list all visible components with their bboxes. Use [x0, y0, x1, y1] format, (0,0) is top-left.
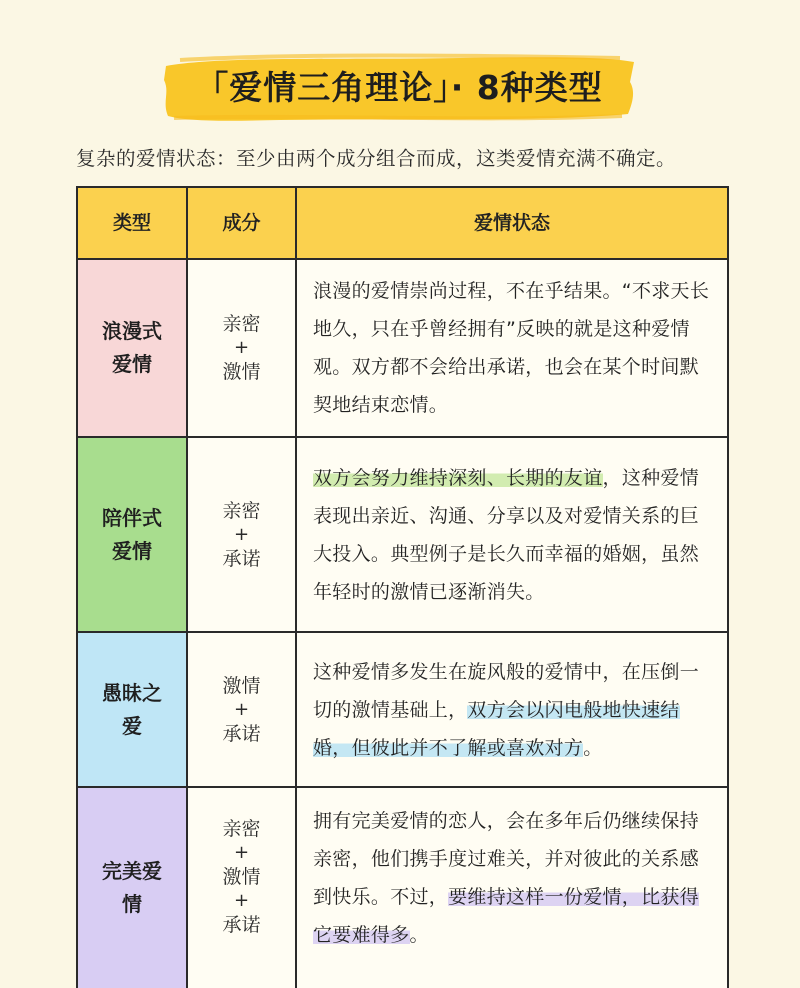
description-cell — [297, 633, 727, 786]
description — [313, 653, 715, 767]
subtitle: 复杂的爱情状态：至少由两个成分组合而成，这类爱情充满不确定。 — [76, 147, 677, 170]
description-cell — [297, 438, 727, 631]
description — [313, 802, 715, 954]
component: 承诺 — [222, 722, 261, 745]
plus-sign: + — [233, 890, 250, 911]
component: 激情 — [222, 866, 261, 888]
table-row-fatuous — [78, 633, 727, 788]
description-text: 。 — [583, 736, 603, 759]
header-type: 类型 — [112, 212, 151, 234]
component: 激情 — [222, 361, 261, 383]
highlighted-text: 双方会以闪电般地快速结婚，但彼此并不了解或喜欢对方 — [313, 698, 680, 759]
column-divider — [295, 188, 297, 988]
type-cell — [78, 633, 186, 786]
description-text: 拥有完美爱情的恋人，会在多年后仍继续保持亲密，他们携手度过难关，并对彼此的关系感到快乐。不过， — [313, 810, 700, 908]
header-state: 爱情状态 — [473, 212, 550, 234]
type-label: 陪伴式爱情 — [102, 505, 162, 563]
table-row-romantic — [78, 260, 727, 438]
component: 激情 — [222, 674, 261, 697]
type-cell — [78, 788, 186, 988]
description-cell — [297, 788, 727, 988]
component: 亲密 — [222, 499, 261, 522]
plus-sign: + — [233, 523, 250, 545]
table-header — [78, 188, 727, 260]
type-cell — [78, 438, 186, 631]
highlighted-text: 要维持这样一份爱情，比获得它要难得多 — [313, 886, 700, 946]
description-text: 浪漫的爱情崇尚过程，不在乎结果。“不求天长地久，只在乎曾经拥有”反映的就是这种爱情观。双方都不会给出承诺，也会在某个时间默契地结束恋情。 — [313, 280, 710, 416]
table-row-consummate — [78, 788, 727, 988]
type-label: 完美爱情 — [102, 859, 162, 916]
description-cell — [297, 260, 727, 436]
header-components: 成分 — [222, 212, 261, 234]
column-divider — [186, 188, 188, 988]
type-label: 浪漫式爱情 — [102, 319, 162, 376]
plus-sign: + — [233, 698, 250, 720]
plus-sign: + — [233, 337, 250, 358]
component: 承诺 — [222, 547, 261, 570]
components-cell — [188, 633, 295, 786]
type-cell — [78, 260, 186, 436]
description-text: 这种爱情多发生在旋风般的爱情中，在压倒一切的激情基础上， — [313, 660, 700, 721]
highlighted-text: 双方会努力维持深刻、长期的友谊 — [313, 466, 603, 489]
page-title: 「爱情三角理论」· 8种类型 — [195, 68, 603, 107]
title-banner — [160, 52, 638, 124]
type-label: 愚昧之爱 — [102, 680, 162, 738]
love-types-table — [76, 186, 729, 988]
components-cell — [188, 788, 295, 988]
table-row-companionate — [78, 438, 727, 633]
components-cell — [188, 438, 295, 631]
description — [313, 459, 715, 611]
component: 亲密 — [222, 313, 261, 335]
description-text: ，这种爱情表现出亲近、沟通、分享以及对爱情关系的巨大投入。典型例子是长久而幸福的婚姻，虽然年轻时的激情已逐渐消失。 — [313, 466, 700, 603]
description-text: 。 — [409, 924, 429, 946]
description — [313, 272, 715, 424]
plus-sign: + — [233, 842, 250, 863]
component: 亲密 — [222, 818, 261, 840]
components-cell — [188, 260, 295, 436]
component: 承诺 — [222, 914, 261, 936]
